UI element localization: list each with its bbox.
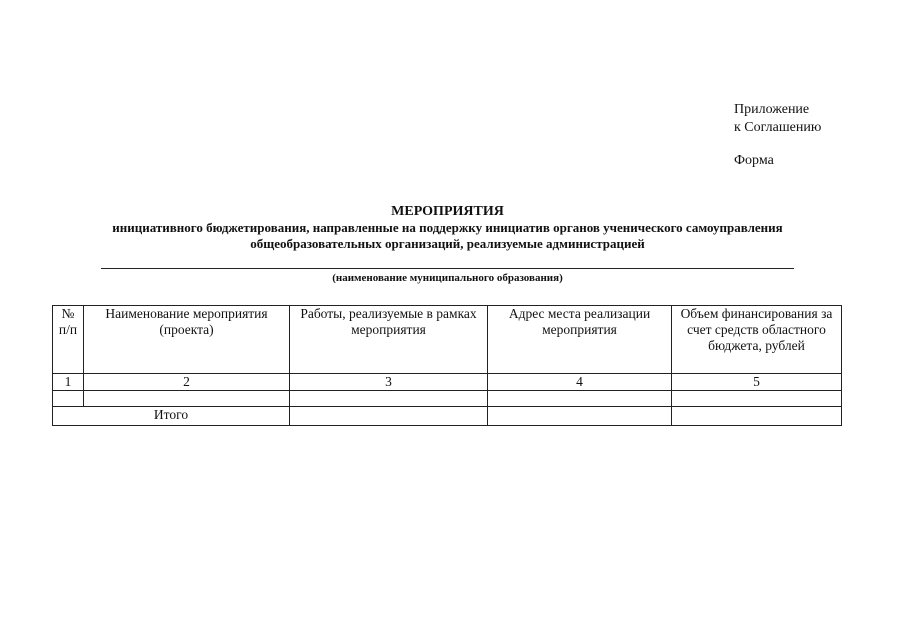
empty-cell[interactable] (488, 391, 672, 407)
empty-cell[interactable] (672, 407, 842, 426)
table-header-row (53, 306, 842, 374)
column-number-cell: 3 (290, 374, 488, 391)
municipality-fill-line (101, 268, 794, 269)
document-title-block (40, 204, 855, 252)
title-subline-2: общеобразовательных организаций, реализуемые администрацией (250, 236, 645, 251)
header-cell-funding: Объем финансирования за счет средств областного бюджета, рублей (672, 306, 842, 374)
header-cell-address: Адрес места реализации мероприятия (488, 306, 672, 374)
form-label: Форма (734, 153, 774, 168)
empty-cell[interactable] (672, 391, 842, 407)
column-number-cell: 5 (672, 374, 842, 391)
total-row (53, 407, 842, 426)
appendix-line-1: Приложение (734, 102, 810, 117)
column-number-cell: 4 (488, 374, 672, 391)
empty-cell[interactable] (488, 407, 672, 426)
appendix-note (734, 101, 821, 137)
header-cell-event-name: Наименование мероприятия (проекта) (84, 306, 290, 374)
total-label: Итого (53, 407, 290, 426)
header-cell-number: № п/п (53, 306, 84, 374)
column-number-row (53, 374, 842, 391)
appendix-line-2: к Соглашению (734, 120, 822, 135)
column-number-cell: 2 (84, 374, 290, 391)
events-table (52, 305, 842, 426)
municipality-caption: (наименование муниципального образования) (332, 272, 563, 284)
table-row (53, 391, 842, 407)
document-title: МЕРОПРИЯТИЯ (391, 204, 504, 219)
column-number-cell: 1 (53, 374, 84, 391)
empty-cell[interactable] (53, 391, 84, 407)
header-cell-works: Работы, реализуемые в рамках мероприятия (290, 306, 488, 374)
empty-cell[interactable] (84, 391, 290, 407)
empty-cell[interactable] (290, 407, 488, 426)
empty-cell[interactable] (290, 391, 488, 407)
title-subline-1: инициативного бюджетирования, направленные на поддержку инициатив органов ученического самоуправления (112, 220, 783, 235)
